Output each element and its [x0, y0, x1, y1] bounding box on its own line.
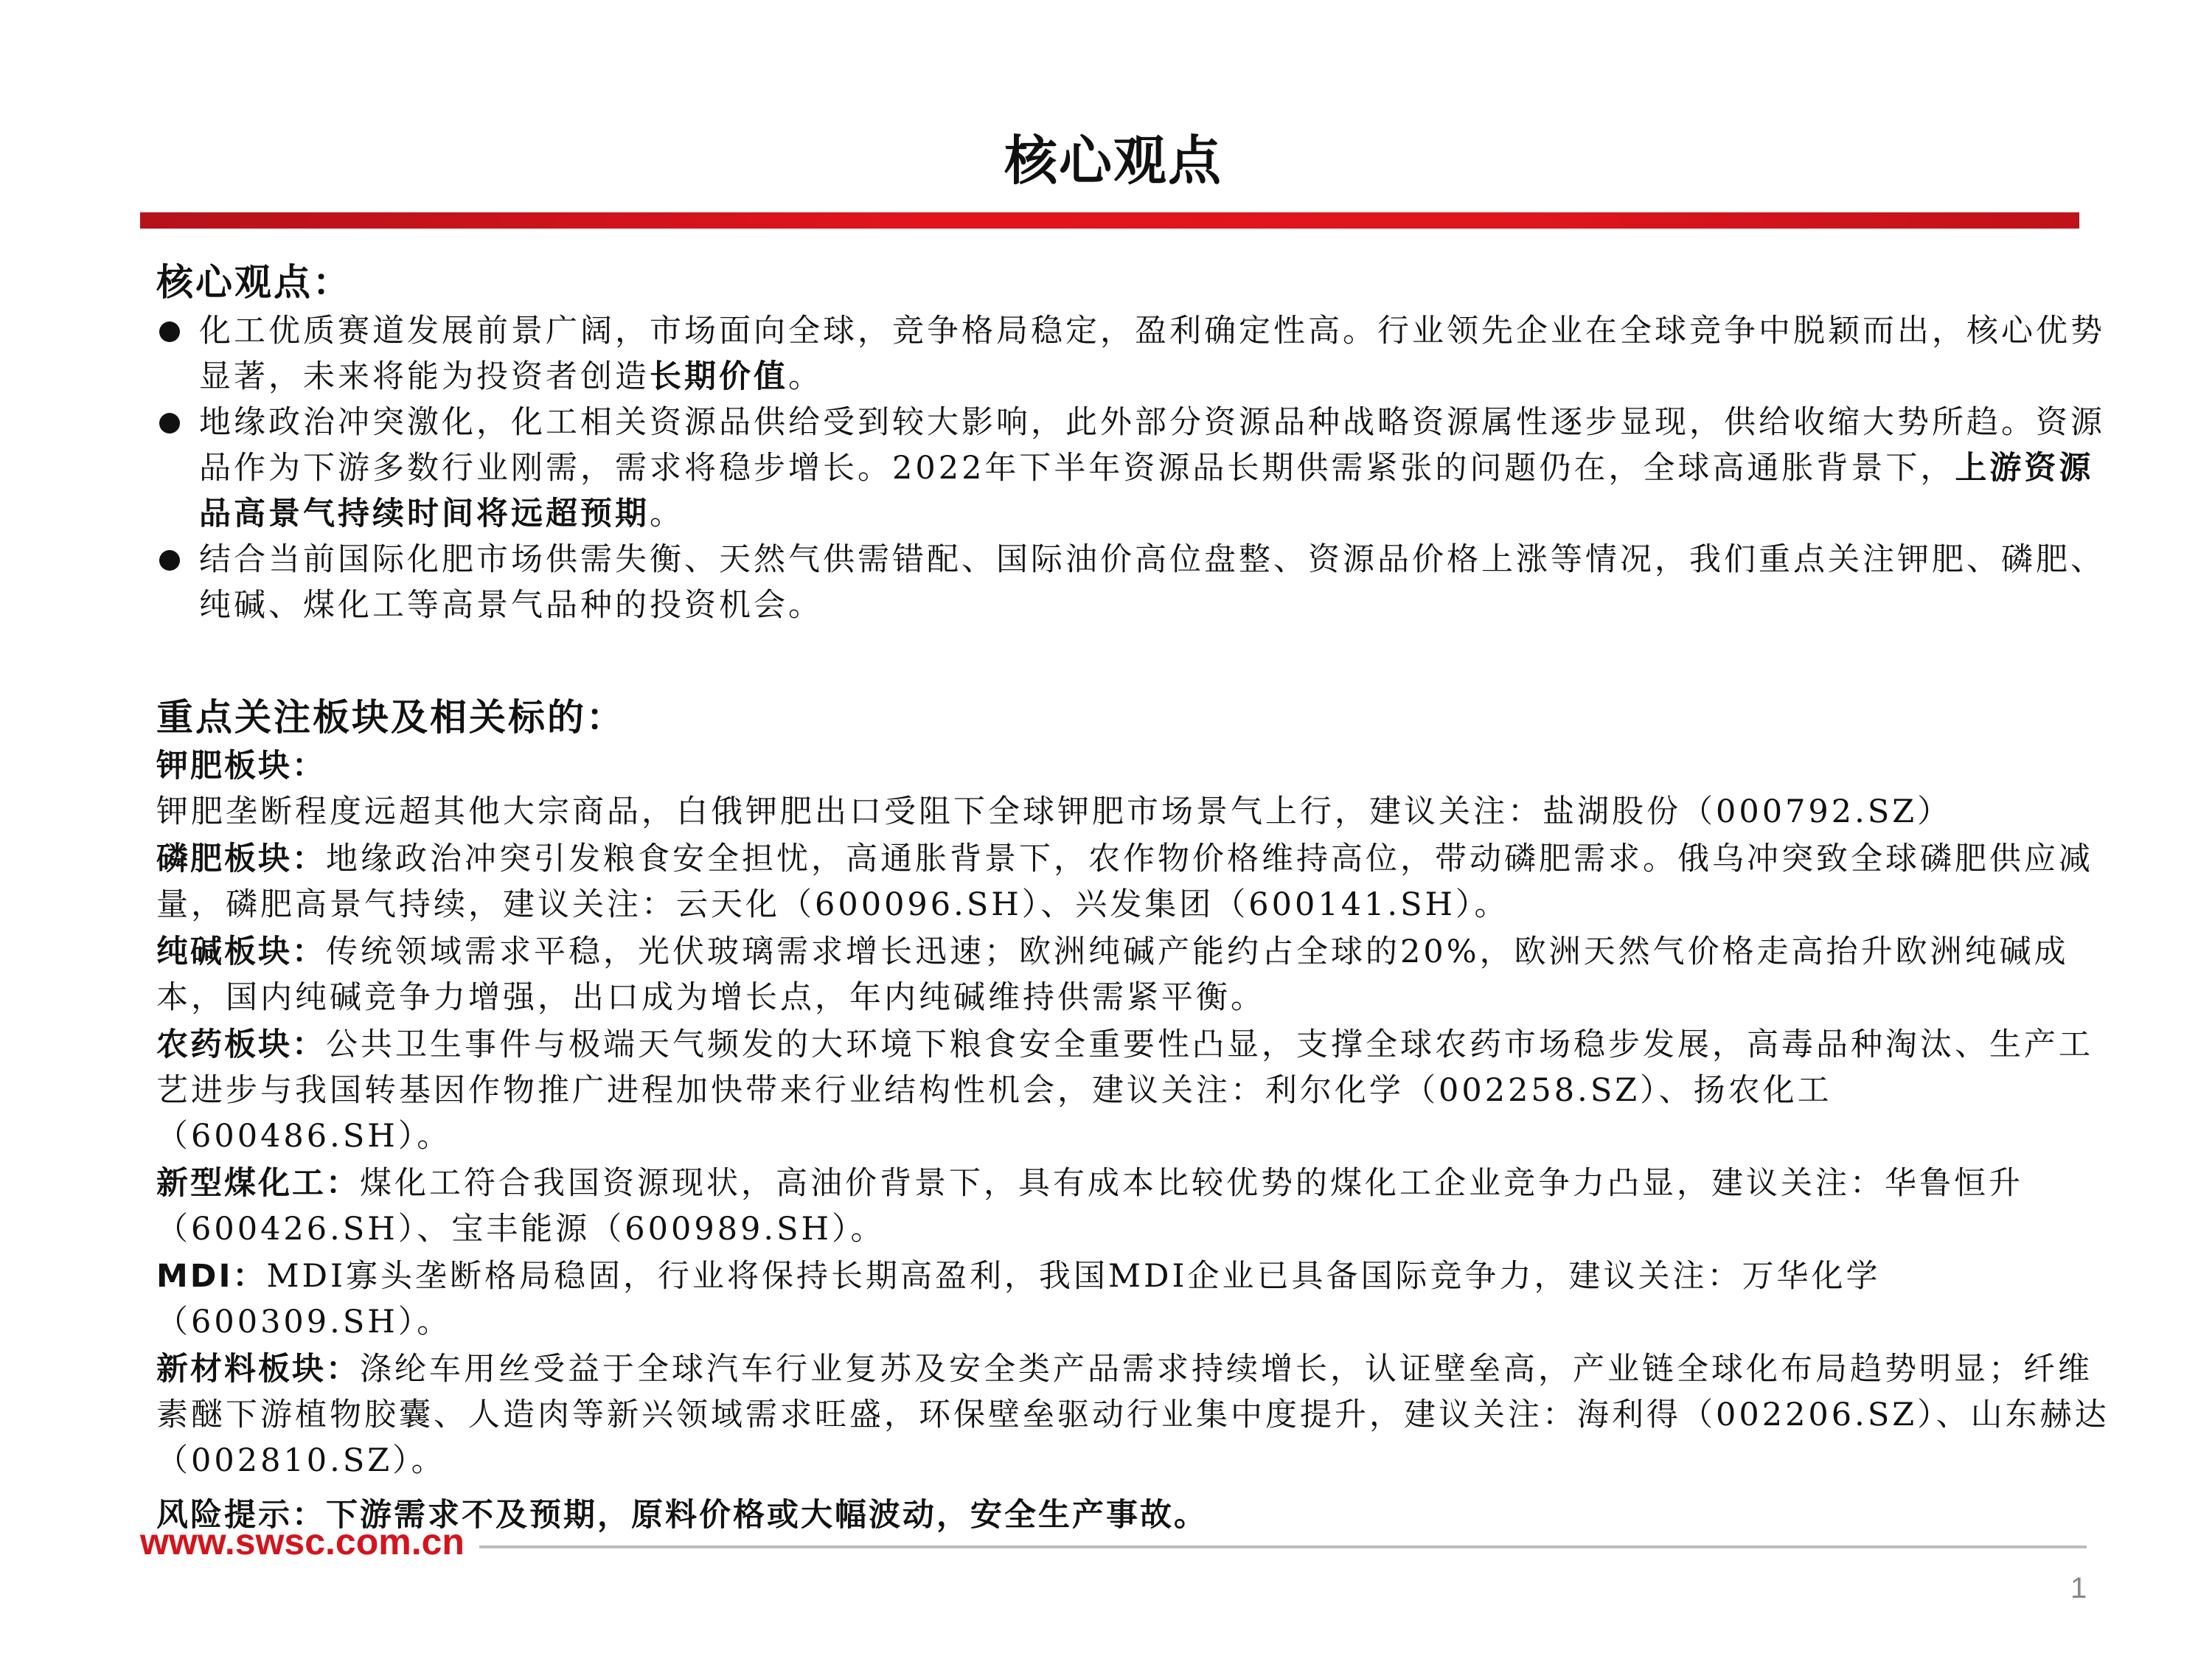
sector-text: 涤纶车用丝受益于全球汽车行业复苏及安全类产品需求持续增长，认证壁垒高，产业链全球化布局趋势明显；纤维素醚下游植物胶囊、人造肉等新兴领域需求旺盛，环保壁垒驱动行业集中度提升，建议关注：海利得（002206.SZ）、山东赫达（002810.SZ）。 — [156, 1351, 2110, 1479]
sector-text: 传统领域需求平稳，光伏玻璃需求增长迅速；欧洲纯碱产能约占全球的20%，欧洲天然气价格走高抬升欧洲纯碱成本，国内纯碱竞争力增强，出口成为增长点，年内纯碱维持供需紧平衡。 — [156, 933, 2069, 1016]
bullet-text: 地缘政治冲突激化，化工相关资源品供给受到较大影响，此外部分资源品种战略资源属性逐步显现，供给收缩大势所趋。资源品作为下游多数行业刚需，需求将稳步增长。2022年下半年资源品长期供需紧张的问题仍在，全球高通胀背景下， — [199, 404, 2105, 487]
core-view-bullet — [156, 308, 2118, 400]
sector-label: 新材料板块： — [156, 1351, 360, 1388]
bullet-emphasis: 上游资源品高景气持续时间将远超预期 — [199, 450, 2094, 532]
sector-soda-ash — [156, 929, 2118, 1020]
sector-text: 煤化工符合我国资源现状，高油价背景下，具有成本比较优势的煤化工企业竞争力凸显，建议关注：华鲁恒升（600426.SH）、宝丰能源（600989.SH）。 — [156, 1165, 2023, 1248]
sector-text: 地缘政治冲突引发粮食安全担忧，高通胀背景下，农作物价格维持高位，带动磷肥需求。俄乌冲突致全球磷肥供应减量，磷肥高景气持续，建议关注：云天化（600096.SH）、兴发集团（600141.SH）。 — [156, 841, 2093, 923]
sector-text: 公共卫生事件与极端天气频发的大环境下粮食安全重要性凸显，支撑全球农药市场稳步发展，高毒品种淘汰、生产工艺进步与我国转基因作物推广进程加快带来行业结构性机会，建议关注：利尔化学（002258.SZ）、扬农化工（600486.SH）。 — [156, 1026, 2093, 1155]
bullet-tail: 。 — [650, 495, 684, 532]
sector-new-materials — [156, 1346, 2118, 1484]
sector-text: 钾肥垄断程度远超其他大宗商品，白俄钾肥出口受阻下全球钾肥市场景气上行，建议关注：盐湖股份（000792.SZ） — [156, 793, 1952, 830]
bullet-dot-icon — [159, 550, 180, 571]
sector-potash — [156, 743, 2118, 835]
sector-label: 新型煤化工： — [156, 1165, 360, 1202]
sector-label: 农药板块： — [156, 1026, 326, 1063]
core-view-bullet — [156, 400, 2118, 537]
core-views-list — [156, 308, 2118, 628]
risk-warning: 风险提示：下游需求不及预期，原料价格或大幅波动，安全生产事故。 — [156, 1497, 1208, 1534]
sector-label: 钾肥板块： — [156, 748, 326, 785]
sector-mdi — [156, 1253, 2118, 1345]
bullet-emphasis: 长期价值 — [650, 358, 788, 395]
sector-pesticide — [156, 1022, 2118, 1159]
page-number: 1 — [2070, 1572, 2087, 1604]
bullet-tail: 。 — [788, 358, 823, 395]
sector-label: 磷肥板块： — [156, 841, 326, 877]
bullet-dot-icon — [159, 413, 180, 434]
footer-website-link[interactable]: www.swsc.com.cn — [140, 1521, 465, 1562]
core-views-heading: 核心观点： — [156, 261, 352, 304]
sector-label: MDI： — [156, 1258, 267, 1295]
sector-phosphate — [156, 836, 2118, 928]
main-content — [156, 260, 2118, 1538]
bullet-dot-icon — [159, 321, 180, 342]
sector-text: MDI寡头垄断格局稳固，行业将保持长期高盈利，我国MDI企业已具备国际竞争力，建议关注：万华化学（600309.SH）。 — [156, 1258, 1881, 1340]
focus-sectors-heading: 重点关注板块及相关标的： — [156, 696, 625, 739]
core-view-bullet — [156, 537, 2118, 628]
bullet-text: 化工优质赛道发展前景广阔，市场面向全球，竞争格局稳定，盈利确定性高。行业领先企业在全球竞争中脱颖而出，核心优势显著，未来将能为投资者创造 — [199, 313, 2105, 395]
sector-coal-chemical — [156, 1161, 2118, 1252]
sector-label: 纯碱板块： — [156, 933, 326, 970]
title-divider — [140, 212, 2079, 229]
bullet-text: 结合当前国际化肥市场供需失衡、天然气供需错配、国际油价高位盘整、资源品价格上涨等情况，我们重点关注钾肥、磷肥、纯碱、煤化工等高景气品种的投资机会。 — [199, 541, 2105, 624]
page-title: 核心观点 — [1004, 130, 1222, 192]
footer-divider — [479, 1545, 2087, 1548]
